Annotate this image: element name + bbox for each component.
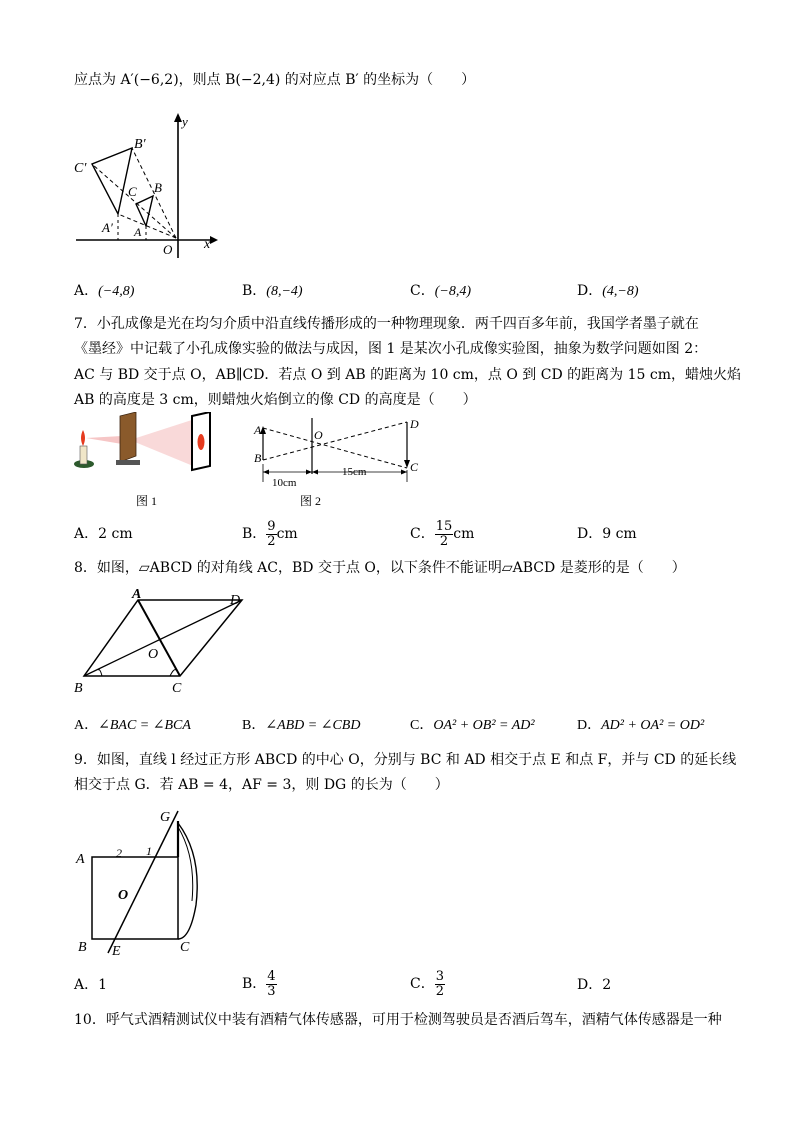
label-o: O [118,888,129,903]
q7-figure-1 [70,412,220,512]
q9-figure [72,805,212,957]
triangle-abc [136,196,153,226]
board-stand [116,460,140,465]
q8-option-c[interactable]: C．OA² + OB² = AD² [410,718,535,733]
label-a: A [76,852,85,867]
q9-option-c[interactable]: C． $\frac{3}{2}$ [410,968,444,999]
q6-figure [70,108,230,263]
candle-flame [81,430,85,446]
light-beam-left [86,436,122,444]
q6-option-d[interactable]: D．(4,−8) [577,283,639,299]
label-o: O [148,647,159,662]
label-c: C [180,940,190,955]
q7-option-c[interactable]: C． $\frac{15}{2}$ cm [410,518,475,549]
pinhole-board [120,412,136,462]
label-c-prime: C′ [74,161,87,176]
q7-figure-2 [250,414,430,514]
light-beam-right [130,418,198,468]
label-d: D [410,417,419,431]
x-axis-arrow [210,236,218,244]
q8-stem: 8．如图，▱ABCD 的对角线 AC，BD 交于点 O，以下条件不能证明▱ABCD 是菱形的是（ ） [74,560,686,576]
q7-line-3: AC 与 BD 交于点 O，AB∥CD．若点 O 到 AB 的距离为 10 cm，点 O 到 CD 的距离为 15 cm，蜡烛火焰 [74,367,741,383]
dimension-10cm: 10cm [272,477,297,489]
label-c: C [410,460,419,474]
angle-mark-c [170,670,176,676]
q8-option-d[interactable]: D．AD² + OA² = OD² [577,718,705,733]
q9-option-b[interactable]: B． $\frac{4}{3}$ [242,968,276,999]
dimension-15cm: 15cm [342,466,367,478]
label-b-prime: B′ [134,137,146,152]
q10-stem: 10．呼气式酒精测试仪中装有酒精气体传感器，可用于检测驾驶员是否酒后驾车，酒精气体传感器是一种 [74,1012,722,1028]
label-b: B [154,180,162,195]
label-e: E [112,944,121,957]
diagonal-ac [138,600,180,676]
y-axis-arrow [174,113,182,122]
q9-option-d[interactable]: D．2 [577,977,612,993]
angle-mark-b [98,670,102,676]
label-a: A [254,423,262,437]
label-c: C [172,681,182,696]
fig1-caption: 图 1 [136,494,158,508]
q6-stem: 应点为 A′(−6,2)，则点 B(−2,4) 的对应点 B′ 的坐标为（ ） [74,72,476,88]
q7-option-a[interactable]: A．2 cm [74,526,133,542]
q7-option-d[interactable]: D．9 cm [577,526,637,542]
label-two: 2 [116,846,122,860]
q8-figure [70,586,260,696]
label-o: O [314,428,323,442]
q6-option-c[interactable]: C．(−8,4) [410,283,471,299]
diagonal-bd [84,600,242,676]
label-a: A [134,225,142,239]
q7-option-b[interactable]: B． $\frac{9}{2}$ cm [242,518,298,549]
q6-option-b[interactable]: B．(8,−4) [242,283,303,299]
line-l [108,811,178,953]
label-one: 1 [146,844,152,858]
label-a-prime: A′ [102,220,113,235]
label-y: y [182,114,188,129]
fig2-caption: 图 2 [300,494,322,508]
q8-option-a[interactable]: A．∠BAC = ∠BCA [74,718,191,733]
q6-option-a[interactable]: A．(−4,8) [74,283,135,299]
q9-line-1: 9．如图，直线 l 经过正方形 ABCD 的中心 O，分别与 BC 和 AD 相交于点 E 和点 F，并与 CD 的延长线 [74,752,737,768]
label-a: A [132,587,142,602]
arc-mark [178,823,197,939]
label-c: C [128,184,137,199]
label-x: x [204,237,211,252]
label-b: B [254,451,262,465]
candle [80,446,87,464]
label-b: B [78,940,87,955]
q7-line-2: 《墨经》中记载了小孔成像实验的做法与成因，图 1 是某次小孔成像实验图，抽象为数学问题如图 2： [74,341,708,357]
q8-option-b[interactable]: B．∠ABD = ∠CBD [242,718,361,733]
q9-option-a[interactable]: A．1 [74,977,108,993]
label-d: D [230,593,241,608]
q9-line-2: 相交于点 G．若 AB = 4，AF = 3，则 DG 的长为（ ） [74,777,449,793]
q7-line-4: AB 的高度是 3 cm，则蜡烛火焰倒立的像 CD 的高度是（ ） [74,392,477,408]
label-g: G [160,810,171,825]
label-b: B [74,681,83,696]
label-o: O [163,242,173,257]
image-on-screen [198,434,205,450]
q7-line-1: 7．小孔成像是光在均匀介质中沿直线传播形成的一种物理现象．两千四百多年前，我国学者墨子就在 [74,316,699,332]
